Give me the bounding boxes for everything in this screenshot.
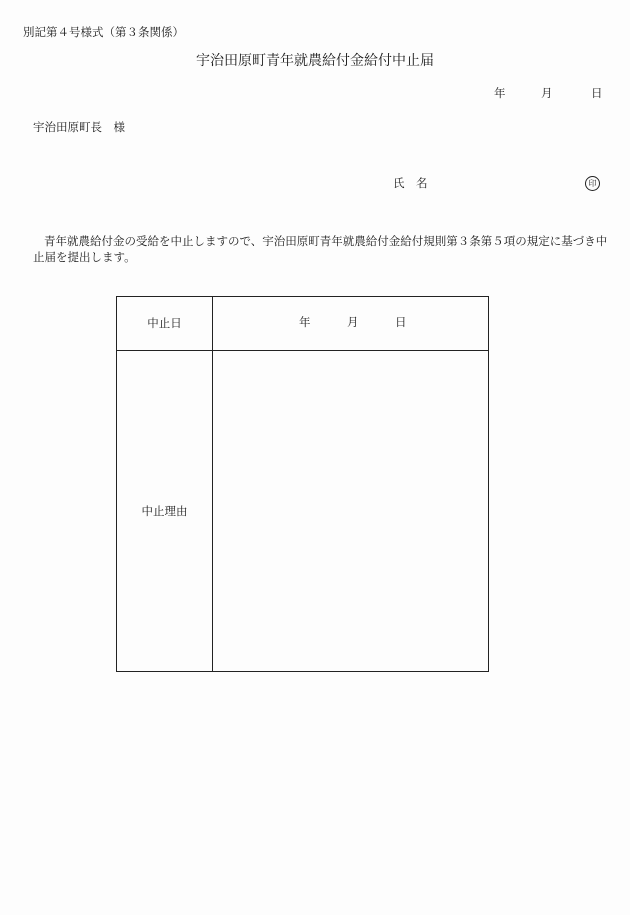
seal-mark: 印 <box>585 176 600 191</box>
body-paragraph-text: 青年就農給付金の受給を中止しますので、宇治田原町青年就農給付金給付規則第３条第５項の規定に基づき中止届を提出します。 <box>33 234 608 264</box>
stop-date-year: 年 <box>299 315 311 329</box>
header-date-day: 日 <box>591 86 603 100</box>
form-number-label: 別記第４号様式（第３条関係） <box>23 25 184 39</box>
applicant-name-label: 氏 名 <box>393 176 428 190</box>
addressee: 宇治田原町長 様 <box>33 120 125 134</box>
stop-date-label: 中止日 <box>147 316 182 330</box>
stop-reason-label: 中止理由 <box>141 504 188 518</box>
stop-notice-table <box>116 296 489 672</box>
header-date-year: 年 <box>494 86 506 100</box>
header-date-month: 月 <box>541 86 553 100</box>
body-paragraph <box>33 233 608 265</box>
stop-reason-field[interactable] <box>213 351 488 671</box>
document-title: 宇治田原町青年就農給付金給付中止届 <box>196 53 434 69</box>
stop-date-month: 月 <box>347 315 359 329</box>
stop-date-day: 日 <box>395 315 407 329</box>
